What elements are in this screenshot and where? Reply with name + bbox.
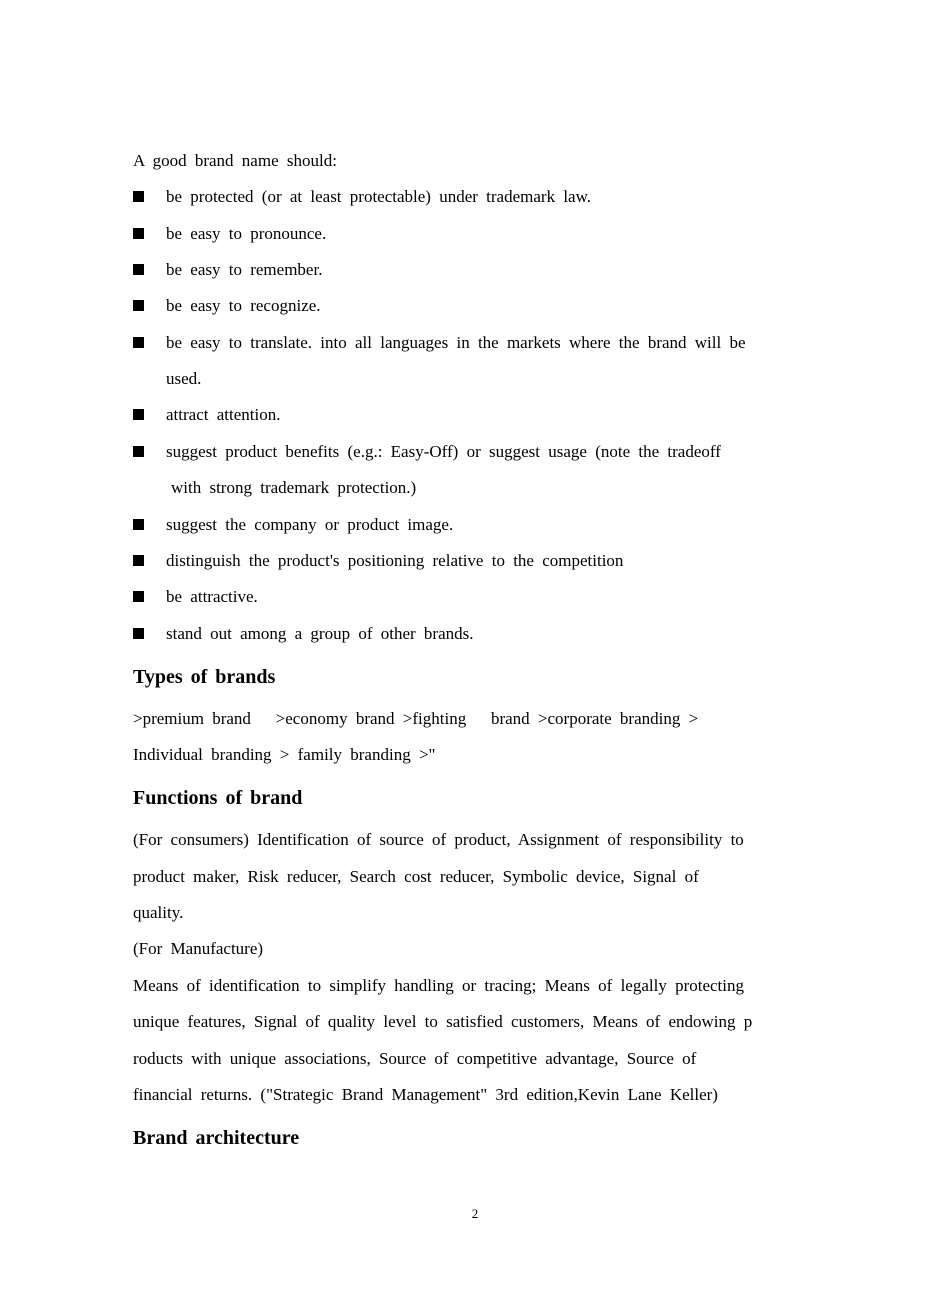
functions-line: financial returns. ("Strategic Brand Management" 3rd edition,Kevin Lane Keller) — [133, 1085, 718, 1104]
list-item-text: stand out among a group of other brands. — [166, 624, 474, 643]
section-heading-architecture: Brand architecture — [133, 1127, 300, 1149]
list-item-text: be attractive. — [166, 587, 258, 606]
list-item-text: attract attention. — [166, 405, 281, 424]
list-item-text: be easy to pronounce. — [166, 224, 327, 243]
functions-line: product maker, Risk reducer, Search cost reducer, Symbolic device, Signal of — [133, 867, 699, 886]
square-bullet-icon — [133, 555, 144, 566]
list-item-text: distinguish the product's positioning relative to the competition — [166, 551, 624, 570]
functions-line: (For Manufacture) — [133, 939, 264, 958]
list-item-text: be easy to translate. into all languages in the markets where the brand will be — [166, 333, 746, 352]
functions-line: unique features, Signal of quality level to satisfied customers, Means of endowing p — [133, 1012, 753, 1031]
types-line-1: >premium brand >economy brand >fighting brand >corporate branding > — [133, 709, 699, 728]
intro-text: A good brand name should: — [133, 151, 337, 170]
square-bullet-icon — [133, 228, 144, 239]
square-bullet-icon — [133, 628, 144, 639]
square-bullet-icon — [133, 264, 144, 275]
square-bullet-icon — [133, 409, 144, 420]
section-heading-functions: Functions of brand — [133, 787, 303, 809]
functions-line: quality. — [133, 903, 184, 922]
list-item-continuation: with strong trademark protection.) — [171, 478, 417, 497]
square-bullet-icon — [133, 337, 144, 348]
square-bullet-icon — [133, 446, 144, 457]
list-item-text: be easy to recognize. — [166, 296, 321, 315]
list-item-continuation: used. — [166, 369, 202, 388]
square-bullet-icon — [133, 300, 144, 311]
list-item-text: be easy to remember. — [166, 260, 323, 279]
page-number: 2 — [471, 1206, 479, 1221]
list-item-text: suggest the company or product image. — [166, 515, 454, 534]
functions-line: Means of identification to simplify handling or tracing; Means of legally protecting — [133, 976, 745, 995]
functions-line: (For consumers) Identification of source of product, Assignment of responsibility to — [133, 830, 744, 849]
square-bullet-icon — [133, 591, 144, 602]
section-heading-types: Types of brands — [133, 666, 276, 688]
square-bullet-icon — [133, 191, 144, 202]
list-item-text: be protected (or at least protectable) under trademark law. — [166, 187, 592, 206]
square-bullet-icon — [133, 519, 144, 530]
types-line-2: Individual branding > family branding >" — [133, 745, 436, 764]
list-item-text: suggest product benefits (e.g.: Easy-Off) or suggest usage (note the tradeoff — [166, 442, 721, 461]
functions-line: roducts with unique associations, Source of competitive advantage, Source of — [133, 1049, 697, 1068]
